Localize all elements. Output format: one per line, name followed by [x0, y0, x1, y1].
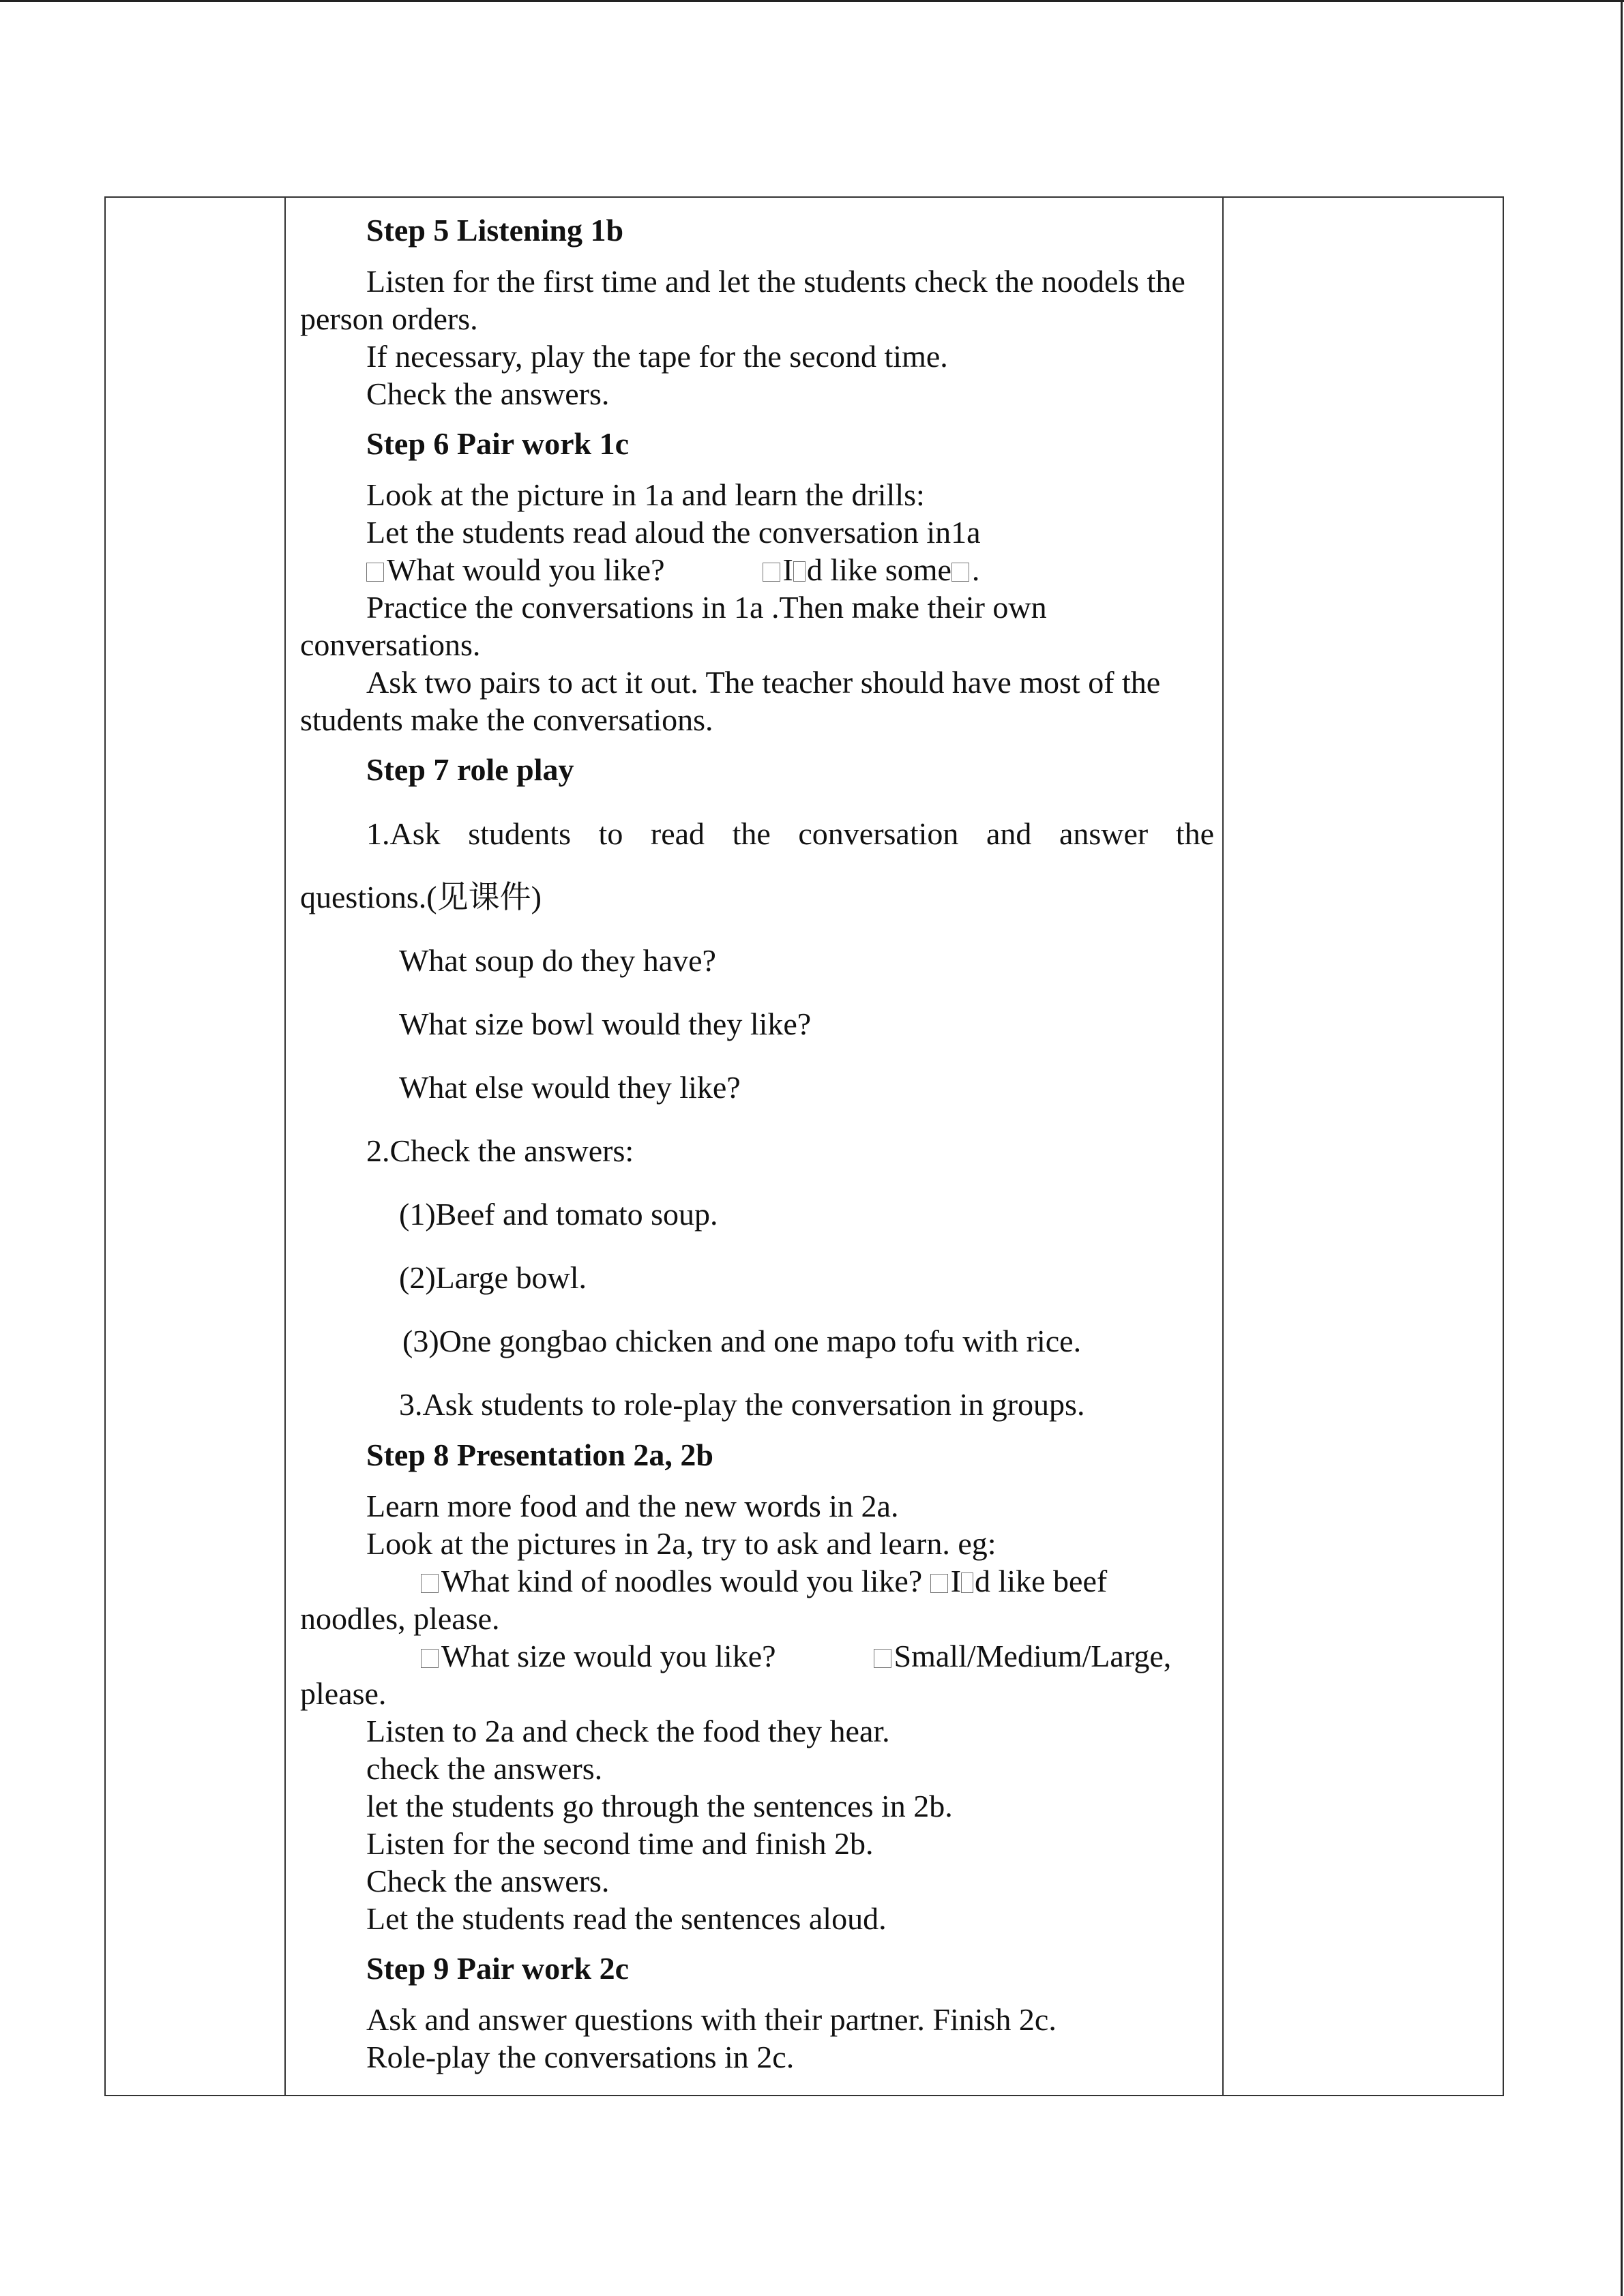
- step5-line3: Check the answers.: [366, 376, 610, 411]
- step8-example2-cont: please.: [300, 1676, 387, 1711]
- step6-line4: Ask two pairs to act it out. The teacher should have most of the students make the conversations.: [300, 665, 1161, 737]
- step5-heading: Step 5 Listening 1b: [366, 213, 624, 248]
- step7-question1: What soup do they have?: [399, 943, 716, 978]
- step7-line1a: 1.Ask students to read the conversation and answer the: [366, 816, 1214, 851]
- step7-question2: What size bowl would they like?: [399, 1007, 812, 1041]
- drill-question: What would you like?: [387, 552, 665, 587]
- step7-line2: 2.Check the answers:: [366, 1133, 634, 1168]
- drill-answer-i: I: [782, 552, 793, 587]
- example1-answer: d like beef: [975, 1564, 1108, 1598]
- step8-line8: Let the students read the sentences aloud.: [366, 1901, 887, 1936]
- step9-heading: Step 9 Pair work 2c: [366, 1951, 630, 1986]
- lesson-plan-table: [104, 196, 1504, 2096]
- page-right-border: [1621, 0, 1623, 2296]
- placeholder-box-icon: [421, 1574, 439, 1593]
- step8-heading: Step 8 Presentation 2a, 2b: [366, 1437, 713, 1472]
- teaching-procedure-cell: [300, 198, 1214, 2093]
- example2-answer: Small/Medium/Large,: [894, 1639, 1172, 1673]
- step7-line1b: questions.(见课件): [300, 880, 542, 914]
- step6-drill: [300, 551, 1214, 588]
- step7-answer1: (1)Beef and tomato soup.: [399, 1197, 718, 1232]
- step8-example2: [300, 1637, 1214, 1675]
- step8-example1: [300, 1562, 1214, 1600]
- placeholder-box-icon: [951, 563, 969, 582]
- column-divider-left: [284, 198, 286, 2095]
- step5-line1: Listen for the first time and let the students check the noodels the person orders.: [300, 264, 1185, 336]
- step8-line4: check the answers.: [366, 1751, 603, 1786]
- step9-line1: Ask and answer questions with their partner. Finish 2c.: [366, 2002, 1057, 2037]
- placeholder-box-icon: [763, 563, 780, 582]
- step6-line1: Look at the picture in 1a and learn the drills:: [366, 477, 925, 512]
- placeholder-box-icon: [930, 1574, 948, 1593]
- column-divider-right: [1222, 198, 1224, 2095]
- drill-answer-end: .: [971, 552, 980, 587]
- step6-heading: Step 6 Pair work 1c: [366, 426, 630, 461]
- apostrophe-box-icon: [793, 561, 806, 582]
- placeholder-box-icon: [366, 563, 384, 582]
- apostrophe-box-icon: [961, 1572, 973, 1593]
- step6-line3: Practice the conversations in 1a .Then make their own conversations.: [300, 590, 1047, 662]
- step8-line7: Check the answers.: [366, 1864, 610, 1898]
- step9-line2: Role-play the conversations in 2c.: [366, 2040, 795, 2074]
- step7-heading: Step 7 role play: [366, 752, 574, 787]
- step5-line2: If necessary, play the tape for the second time.: [366, 339, 948, 374]
- step8-line2: Look at the pictures in 2a, try to ask and learn. eg:: [366, 1526, 996, 1561]
- example1-question: What kind of noodles would you like?: [441, 1564, 923, 1598]
- page-top-border: [0, 0, 1624, 2]
- example2-question: What size would you like?: [441, 1639, 776, 1673]
- step7-question3: What else would they like?: [399, 1070, 741, 1105]
- step6-line2: Let the students read aloud the conversation in1a: [366, 515, 981, 550]
- example1-answer-i: I: [950, 1564, 962, 1598]
- step7-line3: 3.Ask students to role-play the conversation in groups.: [399, 1387, 1085, 1422]
- step8-line5: let the students go through the sentences in 2b.: [366, 1789, 953, 1823]
- drill-answer: d like some: [806, 552, 951, 587]
- step8-line6: Listen for the second time and finish 2b.: [366, 1826, 874, 1861]
- step7-answer2: (2)Large bowl.: [399, 1260, 587, 1295]
- placeholder-box-icon: [421, 1649, 439, 1668]
- step8-line1: Learn more food and the new words in 2a.: [366, 1489, 899, 1523]
- step7-answer3: (3)One gongbao chicken and one mapo tofu with rice.: [402, 1324, 1082, 1358]
- step7-block: [300, 802, 1214, 1436]
- step8-line3: Listen to 2a and check the food they hear.: [366, 1714, 890, 1748]
- placeholder-box-icon: [874, 1649, 891, 1668]
- step8-example1-cont: noodles, please.: [300, 1601, 500, 1636]
